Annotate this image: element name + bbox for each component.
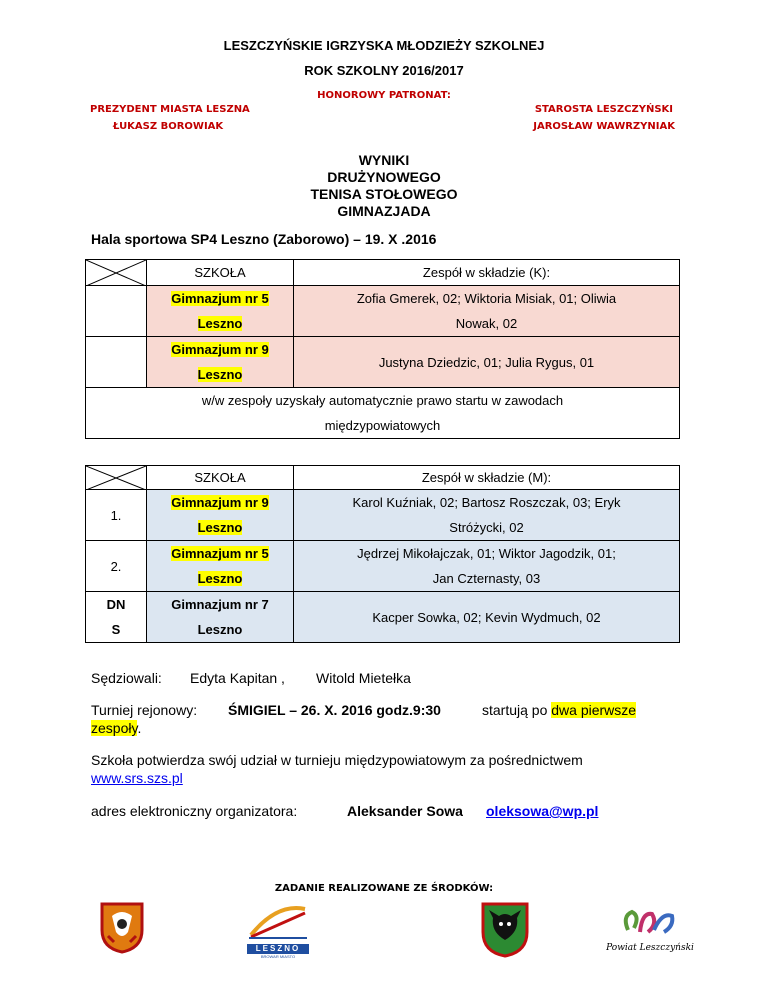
- school-year: ROK SZKOLNY 2016/2017: [304, 63, 464, 78]
- organizer-email-wrap: [486, 803, 598, 819]
- patron-right-name: JAROSŁAW WAWRZYNIAK: [533, 121, 675, 132]
- school-name: Gimnazjum nr 5: [171, 291, 269, 306]
- team-members: Nowak, 02: [455, 316, 518, 331]
- tournament-place: ŚMIGIEL – 26. X. 2016 godz.9:30: [228, 702, 441, 718]
- title-line: TENISA STOŁOWEGO: [310, 186, 458, 202]
- school-city: Leszno: [197, 316, 243, 331]
- school-name: Gimnazjum nr 5: [171, 546, 269, 561]
- highlighted-text: zespoły: [91, 720, 138, 736]
- place-cell: 1.: [86, 490, 147, 541]
- team-cell: [294, 541, 680, 592]
- tournament-label: Turniej rejonowy:: [91, 702, 198, 718]
- team-members: Zofia Gmerek, 02; Wiktoria Misiak, 01; Oliwia: [356, 291, 617, 306]
- place-cell: 2.: [86, 541, 147, 592]
- school-name: Gimnazjum nr 7: [171, 597, 269, 612]
- organizer-name: Aleksander Sowa: [347, 803, 463, 819]
- event-title: LESZCZYŃSKIE IGRZYSKA MŁODZIEŻY SZKOLNEJ: [223, 38, 545, 53]
- leszno-logo-text: LESZNO: [247, 944, 309, 954]
- team-members: Jędrzej Mikołajczak, 01; Wiktor Jagodzik, 01;: [357, 546, 616, 561]
- highlighted-text: dwa pierwsze: [551, 702, 637, 718]
- place-text: DN: [106, 597, 126, 612]
- place-cell: [86, 592, 147, 643]
- team-cell: [294, 286, 680, 337]
- county-coat-of-arms-icon: [481, 902, 529, 958]
- results-title: [0, 152, 768, 220]
- col-header-team: Zespół w składzie (K):: [294, 260, 680, 286]
- patronage-label: HONOROWY PATRONAT:: [317, 90, 451, 101]
- qualification-note: [86, 388, 680, 439]
- note-line: międzypowiatowych: [324, 418, 441, 433]
- patron-right-title: STAROSTA LESZCZYŃSKI: [534, 104, 673, 115]
- team-members: Karol Kuźniak, 02; Bartosz Roszczak, 03; Eryk: [352, 495, 621, 510]
- school-city: Leszno: [197, 571, 243, 586]
- tournament-text: .: [137, 720, 142, 736]
- school-city: Leszno: [197, 367, 243, 382]
- venue: Hala sportowa SP4 Leszno (Zaborowo) – 19. X .2016: [91, 231, 437, 247]
- school-city: Leszno: [197, 622, 243, 637]
- confirm-text: Szkoła potwierdza swój udział w turnieju międzypowiatowym za pośrednictwem: [91, 752, 583, 768]
- title-line: WYNIKI: [358, 152, 410, 168]
- col-header-team: Zespół w składzie (M):: [294, 466, 680, 490]
- diagonal-lines: [86, 466, 146, 490]
- judge-name: Witold Mietełka: [316, 670, 411, 686]
- organizer-label: adres elektroniczny organizatora:: [91, 803, 298, 819]
- leszno-coat-of-arms-icon: [98, 902, 146, 954]
- team-members: Jan Czternasty, 03: [432, 571, 541, 586]
- school-name: Gimnazjum nr 9: [171, 342, 269, 357]
- judge-name: Edyta Kapitan ,: [190, 670, 285, 686]
- boys-results-table: [85, 465, 680, 643]
- title-line: GIMNAZJADA: [337, 203, 431, 219]
- leszno-logo-subtext: BROWAR MIASTO: [260, 954, 296, 959]
- school-cell: [147, 490, 294, 541]
- school-city: Leszno: [197, 520, 243, 535]
- place-text: S: [111, 622, 121, 637]
- leszno-logo-icon: [247, 905, 309, 939]
- organizer-email-link[interactable]: oleksowa@wp.pl: [486, 803, 599, 819]
- tournament-info-cont: [91, 720, 141, 736]
- confirm-link-wrap: [91, 770, 183, 786]
- judges-label: Sędziowali:: [91, 670, 162, 686]
- team-cell: Justyna Dziedzic, 01; Julia Rygus, 01: [294, 337, 680, 388]
- powiat-logo: [604, 906, 696, 956]
- funding-label: ZADANIE REALIZOWANE ZE ŚRODKÓW:: [274, 883, 494, 894]
- leszno-city-logo: [247, 905, 309, 959]
- school-cell: [147, 592, 294, 643]
- powiat-logo-icon: [618, 906, 678, 938]
- note-line: w/w zespoły uzyskały automatycznie prawo startu w zawodach: [201, 393, 564, 408]
- team-cell: [294, 490, 680, 541]
- srs-link[interactable]: www.srs.szs.pl: [91, 770, 183, 786]
- corner-cell: [86, 260, 147, 286]
- school-name: Gimnazjum nr 9: [171, 495, 269, 510]
- school-cell: [147, 286, 294, 337]
- tournament-text: startują po: [482, 702, 552, 718]
- tournament-info: [482, 702, 636, 718]
- team-cell: Kacper Sowka, 02; Kevin Wydmuch, 02: [294, 592, 680, 643]
- patron-left-title: PREZYDENT MIASTA LESZNA: [90, 104, 250, 115]
- powiat-logo-text: Powiat Leszczyński: [606, 943, 694, 953]
- patron-left-name: ŁUKASZ BOROWIAK: [113, 121, 224, 132]
- school-cell: [147, 337, 294, 388]
- school-cell: [147, 541, 294, 592]
- title-line: DRUŻYNOWEGO: [327, 169, 441, 185]
- team-members: Stróżycki, 02: [449, 520, 524, 535]
- corner-cell: [86, 466, 147, 490]
- girls-results-table: [85, 259, 680, 439]
- col-header-school: SZKOŁA: [147, 260, 294, 286]
- col-header-school: SZKOŁA: [147, 466, 294, 490]
- diagonal-lines: [86, 260, 146, 286]
